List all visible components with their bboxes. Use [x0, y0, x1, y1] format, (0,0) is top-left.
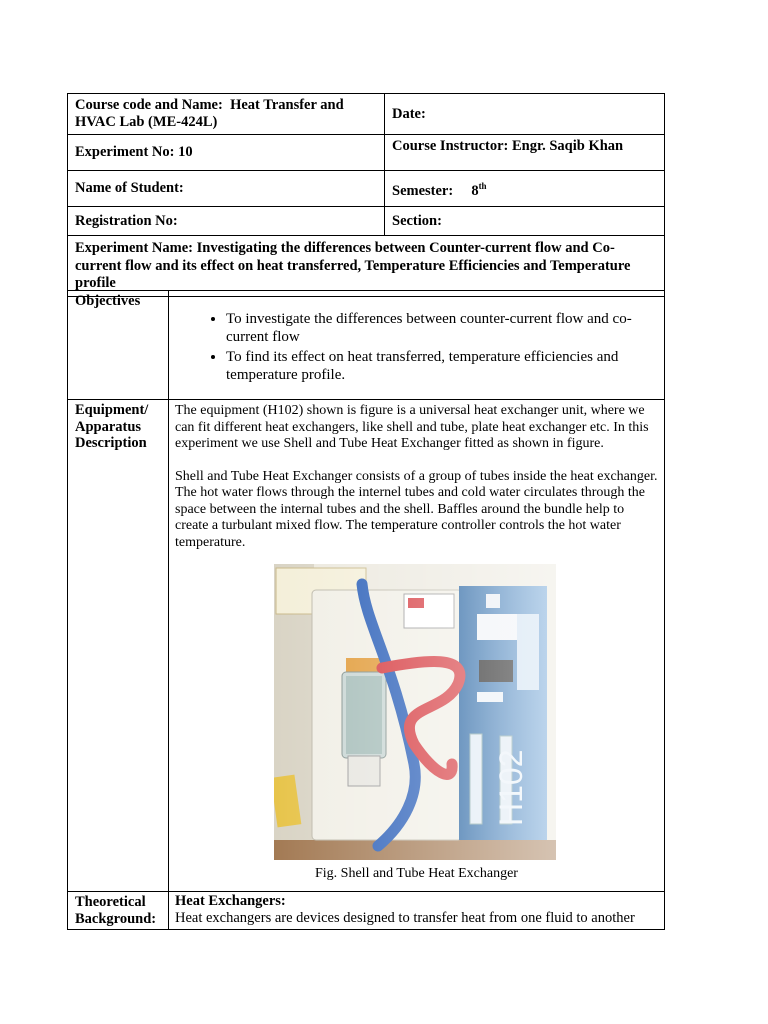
- semester-sup: th: [478, 180, 487, 191]
- semester-label: Semester:: [392, 182, 454, 199]
- objective-item: • To investigate the differences between counter-current flow and co-current flow: [226, 310, 658, 346]
- experiment-name-cell: [68, 236, 665, 297]
- registration-cell: [68, 207, 385, 236]
- section-cell: [385, 207, 665, 236]
- experiment-name-label: Experiment Name:: [75, 240, 193, 256]
- registration-label: Registration No:: [75, 212, 178, 229]
- instructor-cell: [385, 135, 665, 171]
- course-value: Heat Transfer and HVAC Lab (ME-424L): [75, 97, 344, 130]
- theory-heading: Heat Exchangers:: [175, 893, 286, 909]
- equipment-para-1: The equipment (H102) shown is figure is a universal heat exchanger unit, where we can fit different heat exchangers, like shell and tube, plate heat exchanger etc. In this experiment we use Shell and Tube Heat Exchanger fitted as shown in figure.: [175, 403, 649, 451]
- header-table: [67, 93, 665, 297]
- objectives-cell: [169, 291, 665, 400]
- student-label: Name of Student:: [75, 180, 184, 196]
- heat-exchanger-illustration: [274, 564, 556, 860]
- figure-caption: Fig. Shell and Tube Heat Exchanger: [315, 866, 518, 881]
- objective-item: • To find its effect on heat transferred, temperature efficiencies and temperature profile.: [226, 348, 658, 384]
- semester-cell: [385, 171, 665, 207]
- experiment-no: Experiment No: 10: [75, 144, 193, 160]
- content-table: [67, 290, 665, 930]
- course-cell: [68, 94, 385, 135]
- theory-cell: [169, 892, 665, 930]
- experiment-no-cell: [68, 135, 385, 171]
- equipment-para-2: Shell and Tube Heat Exchanger consists of a group of tubes inside the heat exchanger. The hot water flows through the internel tubes and cold water circulates through the space between the internal tubes and the shell. Baffles around the bundle help to create a turbulant mixed flow. The temperature controller controls the hot water temperature.: [175, 468, 658, 550]
- equipment-cell: [169, 400, 665, 892]
- section-label: Section:: [392, 212, 442, 229]
- date-label: Date:: [392, 105, 426, 122]
- semester-value: 8: [471, 182, 479, 199]
- objectives-list: [175, 310, 658, 384]
- date-cell: [385, 94, 665, 135]
- objectives-label: Objectives: [68, 291, 169, 400]
- theory-text: Heat exchangers are devices designed to transfer heat from one fluid to another: [175, 909, 635, 926]
- student-cell: [68, 171, 385, 207]
- course-label: Course code and Name:: [75, 97, 223, 113]
- equipment-label: Equipment/ Apparatus Description: [68, 400, 169, 892]
- equipment-photo: [274, 564, 556, 860]
- theory-label: Theoretical Background:: [68, 892, 169, 930]
- instructor: Course Instructor: Engr. Saqib Khan: [392, 138, 624, 154]
- experiment-name: Investigating the differences between Counter-current flow and Co-current flow and its effect on heat transferred, Temperature Efficiencies and Temperature profile: [75, 240, 631, 291]
